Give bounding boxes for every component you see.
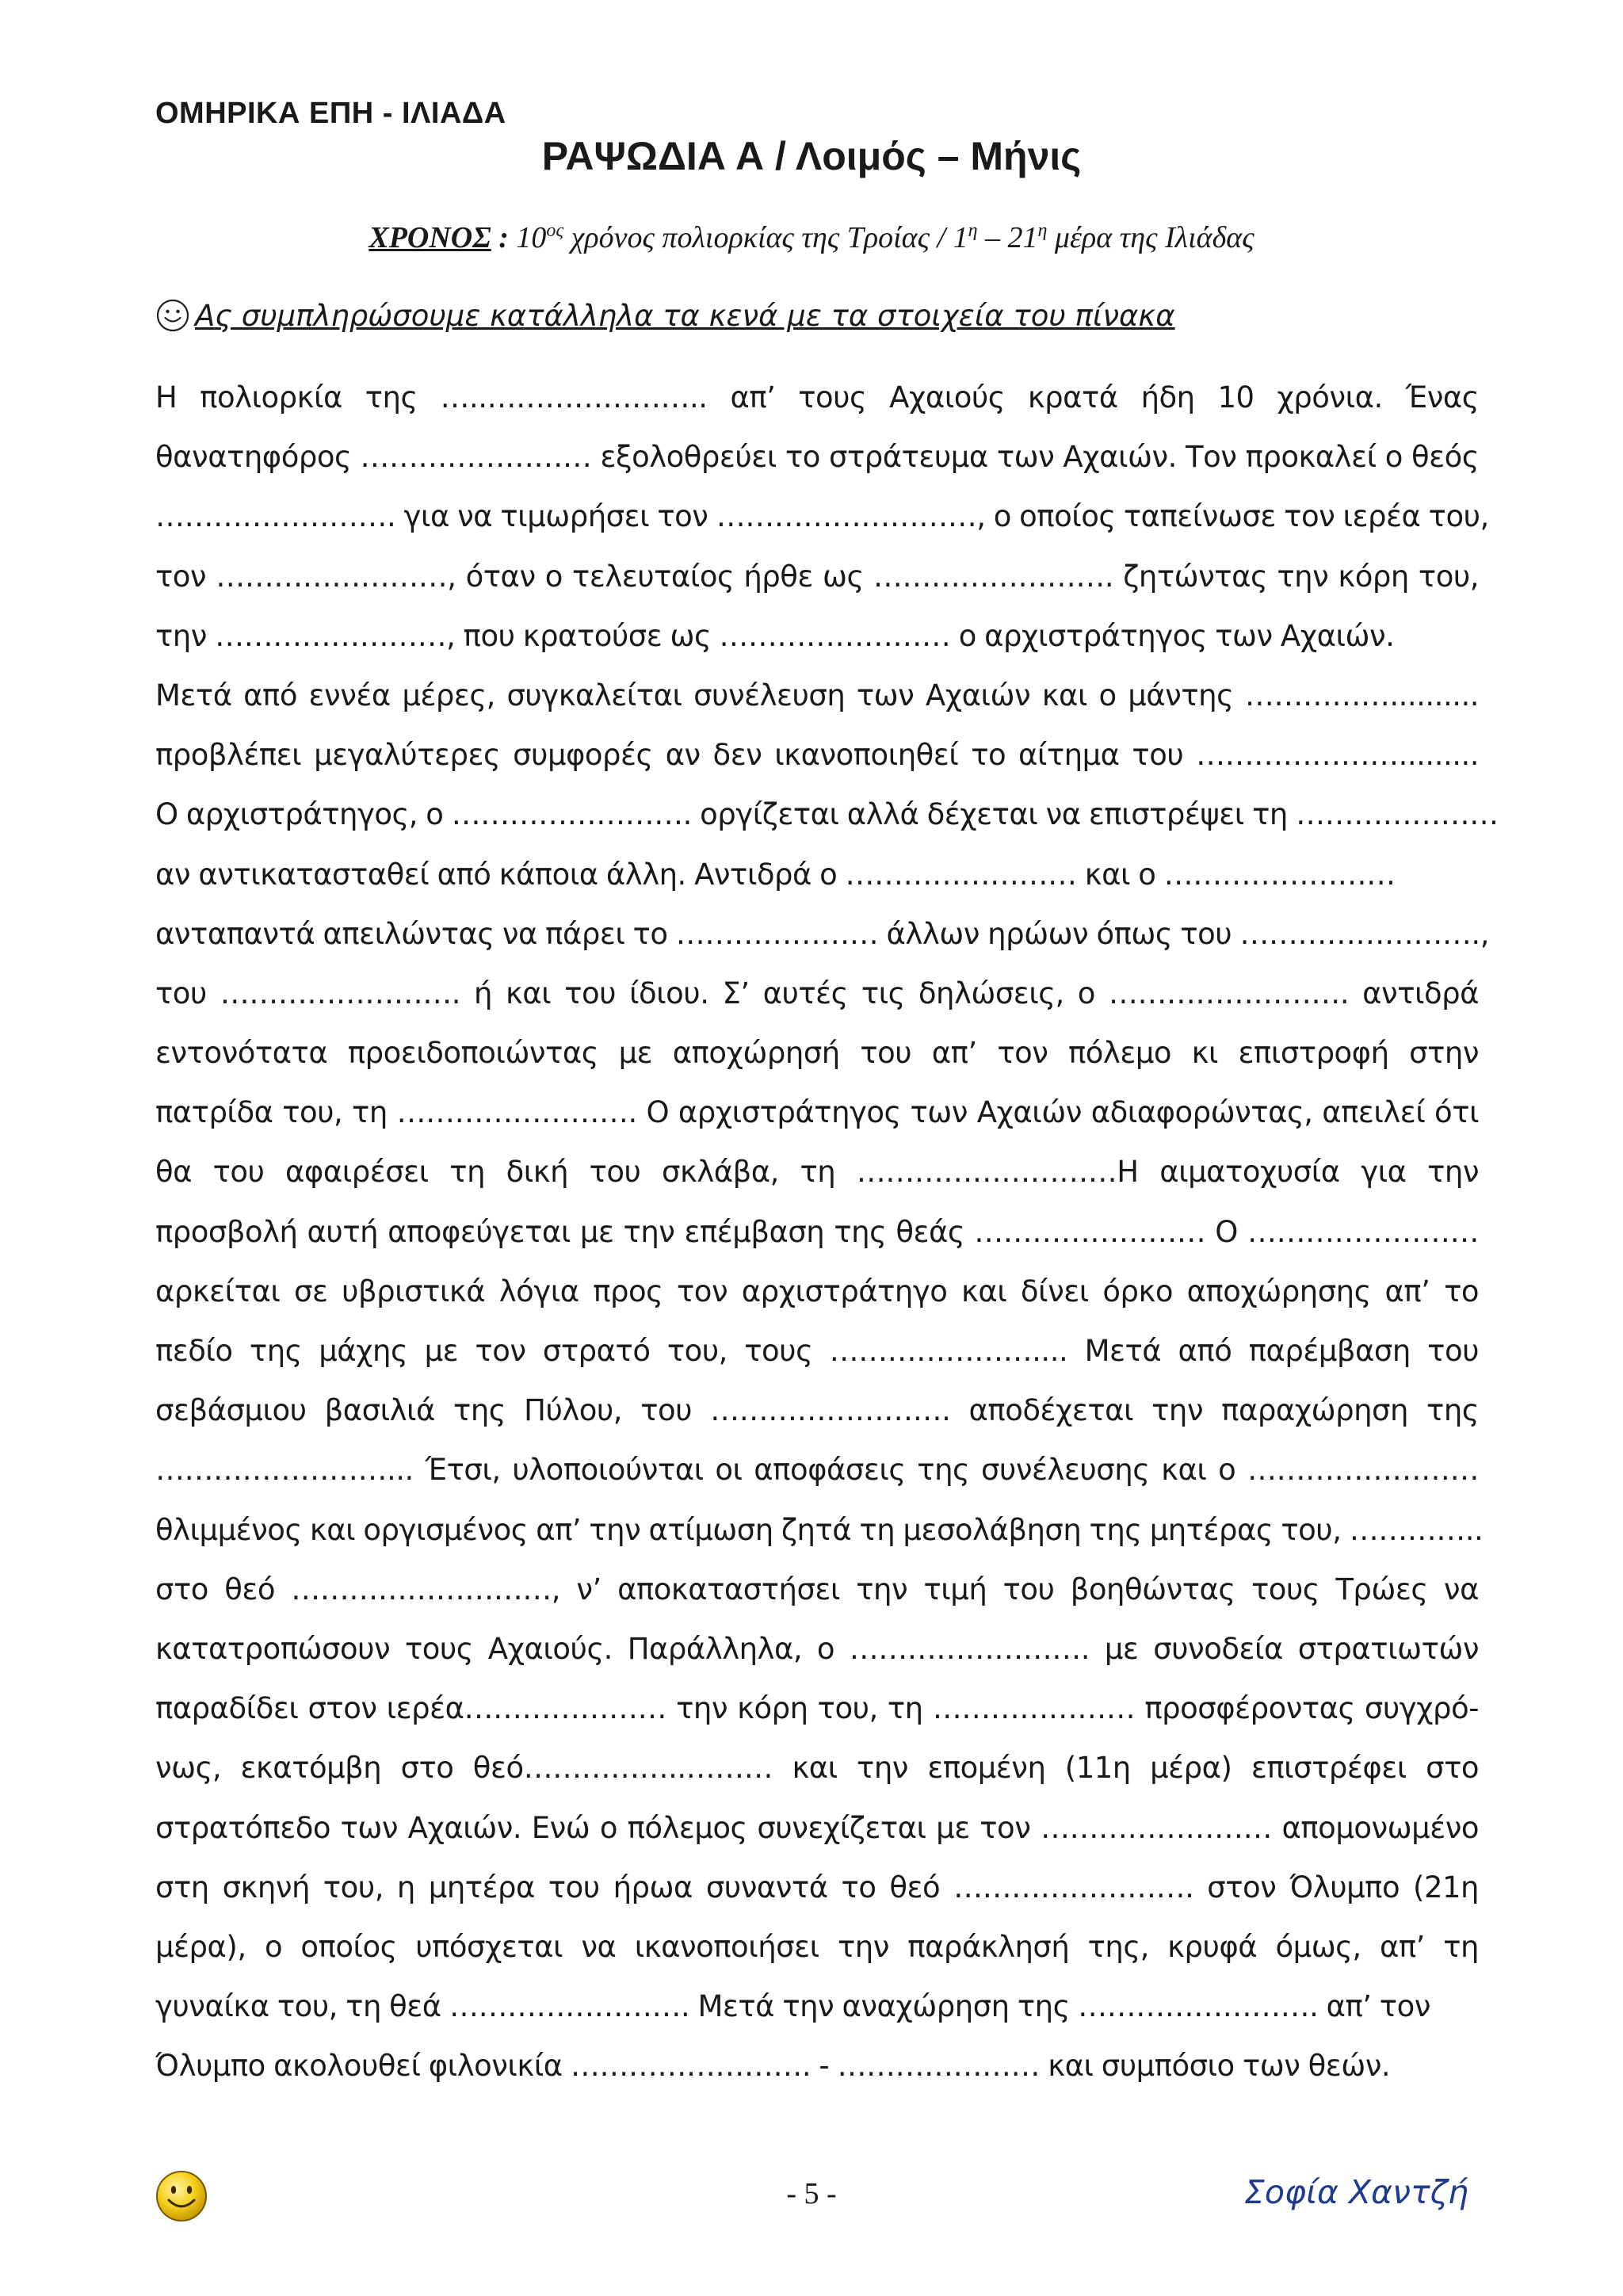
paragraph-line: νως, εκατόμβη στο θεό……………..……… και την επομένη (11η μέρα) επιστρέφει στο [155, 1751, 1479, 1786]
paragraph-line: του ……………………. ή και του ίδιου. Σ’ αυτές τις δηλώσεις, ο ……………………. αντιδρά [155, 976, 1479, 1010]
time-label: ΧΡΟΝΟΣ [369, 221, 491, 254]
day-start-superscript: η [968, 220, 978, 241]
paragraph-line: Μετά από εννέα μέρες, συγκαλείται συνέλευση των Αχαιών και ο μάντης …………….......... [155, 678, 1479, 712]
paragraph-line: στρατόπεδο των Αχαιών. Ενώ ο πόλεμος συνεχίζεται με τον …………………… απομονωμένο [155, 1810, 1479, 1845]
paragraph-line: μέρα), ο οποίος υπόσχεται να ικανοποιήσει την παράκλησή της, κρυφά όμως, απ’ τη [155, 1929, 1479, 1964]
paragraph-line: στο θεό ………………………, ν’ αποκαταστήσει την τιμή του βοηθώντας τους Τρώες να [155, 1572, 1479, 1606]
time-setting-line [0, 220, 1623, 255]
paragraph-line: εντονότατα προειδοποιώντας με αποχώρησή του απ’ τον πόλεμο κι επιστροφή στην [155, 1036, 1479, 1071]
paragraph-line: προβλέπει μεγαλύτερες συμφορές αν δεν ικανοποιηθεί το αίτημα του …………………......... [155, 738, 1479, 773]
paragraph-line: πεδίο της μάχης με τον στρατό του, τους ………………….... Μετά από παρέμβαση του [155, 1334, 1479, 1368]
year-text: χρόνος πολιορκίας της Τροίας / 1 [563, 221, 968, 254]
instruction-line [155, 298, 1175, 333]
day-end-superscript: η [1037, 220, 1048, 241]
paragraph-line: παραδίδει στον ιερέα………………… την κόρη του, τη ………………… προσφέροντας συγχρό- [155, 1691, 1479, 1726]
day-range-dash: – 21 [977, 221, 1038, 254]
paragraph-line: την ……………………, που κρατούσε ως …………………… ο αρχιστράτηγος των Αχαιών. [155, 618, 1395, 653]
paragraph-line: προσβολή αυτή αποφεύγεται με την επέμβαση της θεάς …………………… Ο …………………… [155, 1214, 1479, 1249]
author-name: Σοφία Χαντζή [1244, 2173, 1468, 2211]
paragraph-line: τον ……………………, όταν ο τελευταίος ήρθε ως ……………………. ζητώντας την κόρη του, [155, 559, 1479, 594]
instruction-text: Ας συμπληρώσουμε κατάλληλα τα κενά με τα στοιχεία του πίνακα [195, 298, 1175, 333]
paragraph-line: Όλυμπο ακολουθεί φιλονικία ……………………. - ………………… και συμπόσιο των θεών. [155, 2049, 1391, 2084]
time-colon: : [491, 221, 517, 254]
paragraph-line: αρκείται σε υβριστικά λόγια προς τον αρχιστράτηγο και δίνει όρκο αποχώρησης απ’ το [155, 1274, 1479, 1308]
rhapsody-title: ΡΑΨΩΔΙΑ Α / Λοιμός – Μήνις [541, 134, 1082, 178]
fill-in-paragraph [155, 379, 1499, 2107]
paragraph-line: θλιμμένος και οργισμένος απ’ την ατίμωση ζητά τη μεσολάβηση της μητέρας του, ………….. [155, 1512, 1484, 1547]
paragraph-line: στη σκηνή του, η μητέρα του ήρωα συναντά το θεό ……………………. στον Όλυμπο (21η [155, 1870, 1479, 1904]
page-number: - 5 - [786, 2177, 837, 2210]
paragraph-line: θανατηφόρος …………………… εξολοθρεύει το στράτευμα των Αχαιών. Τον προκαλεί ο θεός [155, 440, 1479, 475]
paragraph-line: θα του αφαιρέσει τη δική του σκλάβα, τη ………………………Η αιματοχυσία για την [155, 1155, 1479, 1190]
paragraph-line: ……………………. για να τιμωρήσει τον ………………………, ο οποίος ταπείνωσε τον ιερέα του, [155, 499, 1489, 534]
series-heading: ΟΜΗΡΙΚΑ ΕΠΗ - ΙΛΙΑΔΑ [155, 97, 506, 130]
year-superscript: ος [546, 220, 564, 241]
paragraph-line: πατρίδα του, τη ……………………. Ο αρχιστράτηγος των Αχαιών αδιαφορώντας, απειλεί ότι [155, 1095, 1479, 1130]
paragraph-line: ……………………... Έτσι, υλοποιούνται οι αποφάσεις της συνέλευσης και ο …………………… [155, 1453, 1479, 1488]
paragraph-line: αν αντικατασταθεί από κάποια άλλη. Αντιδρά ο …………………… και ο …………………… [155, 857, 1396, 892]
paragraph-line: Ο αρχιστράτηγος, ο ……………………. οργίζεται αλλά δέχεται να επιστρέψει τη ………………… [155, 797, 1499, 832]
paragraph-line: γυναίκα του, τη θεά ……………………. Μετά την αναχώρηση της ……………………. απ’ τον [155, 1989, 1430, 2024]
day-end-text: μέρα της Ιλιάδας [1047, 221, 1254, 254]
paragraph-line: κατατροπώσουν τους Αχαιούς. Παράλληλα, ο ……………………. με συνοδεία στρατιωτών [155, 1631, 1479, 1666]
year-number: 10 [516, 221, 547, 254]
paragraph-line: ανταπαντά απειλώντας να πάρει το ………………… άλλων ηρώων όπως του ……………………., [155, 916, 1489, 951]
paragraph-line: Η πολιορκία της …..………………….. απ’ τους Αχαιούς κρατά ήδη 10 χρόνια. Ένας [155, 380, 1479, 415]
paragraph-line: σεβάσμιου βασιλιά της Πύλου, του ……………………. αποδέχεται την παραχώρηση της [155, 1393, 1479, 1428]
smiley-icon [155, 298, 190, 333]
